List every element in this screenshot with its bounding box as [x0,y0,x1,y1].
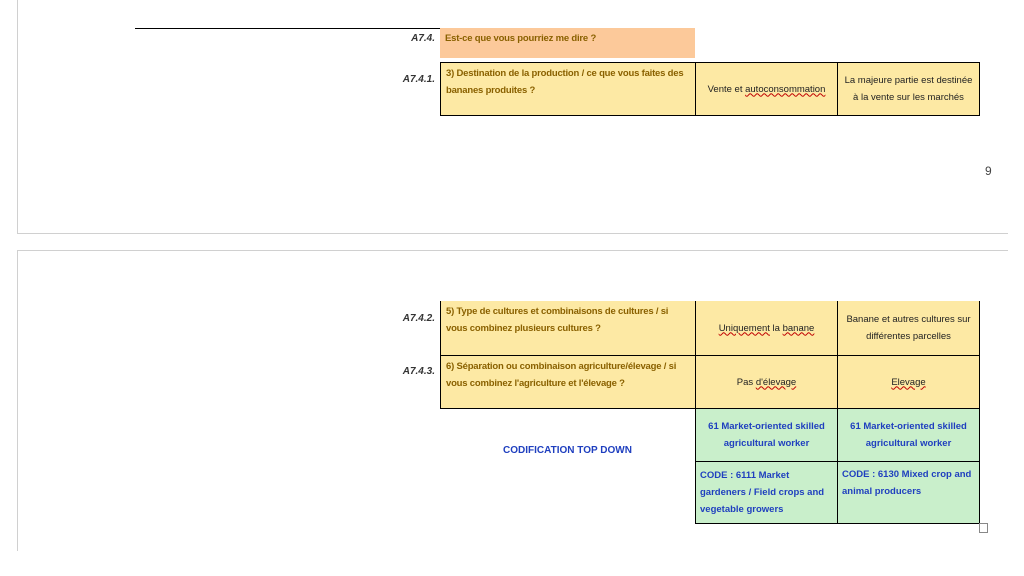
page-number: 9 [985,164,992,178]
question-cell: 3) Destination de la production / ce que vous faites des bananes produites ? [440,62,696,116]
question-cell: 6) Séparation ou combinaison agriculture/élevage / si vous combinez l'agriculture et l'élevage ? [440,355,696,409]
answer-text: d'élevage [755,376,797,388]
answer-cell [695,62,838,116]
answer-cell [695,355,838,409]
answer-text: Uniquement [718,322,770,334]
table-resize-handle[interactable] [979,523,988,533]
isco-group-cell: 61 Market-oriented skilled agricultural worker [837,408,980,462]
isco-group-cell: 61 Market-oriented skilled agricultural worker [695,408,838,462]
row-code: A7.4. [411,33,435,44]
answer-text: banane [782,322,815,334]
horizontal-rule [135,28,441,29]
header-question: Est-ce que vous pourriez me dire ? [440,28,695,58]
answer-cell: Banane et autres cultures sur différentes parcelles [837,301,980,356]
answer-cell [695,301,838,356]
question-cell: 5) Type de cultures et combinaisons de cultures / si vous combinez plusieurs cultures ? [440,301,696,356]
answer-text: la [769,322,783,334]
answer-text: Vente et [707,83,746,95]
isco-code-cell: CODE : 6130 Mixed crop and animal producers [837,461,980,524]
answer-text: autoconsommation [745,83,826,95]
answer-cell: La majeure partie est destinée à la vente sur les marchés [837,62,980,116]
row-code: A7.4.1. [402,74,435,85]
codification-label: CODIFICATION TOP DOWN [503,445,632,456]
isco-code-cell: CODE : 6111 Market gardeners / Field crops and vegetable growers [695,461,838,524]
row-code: A7.4.3. [402,366,435,377]
row-code: A7.4.2. [402,313,435,324]
answer-text: Pas [736,376,756,388]
answer-cell [837,355,980,409]
answer-text: Elevage [891,376,926,388]
